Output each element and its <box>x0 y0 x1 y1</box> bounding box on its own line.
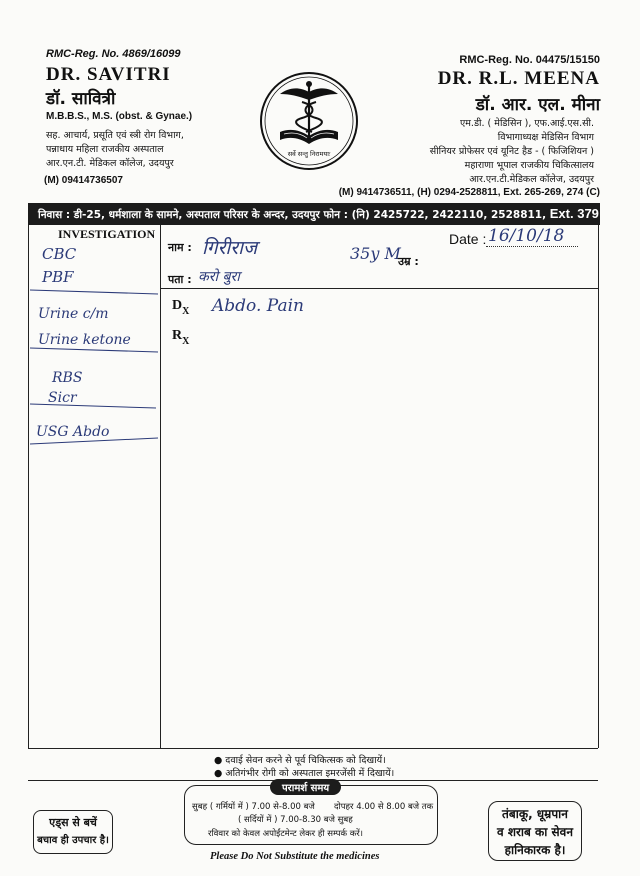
left-doctor-degree: M.B.B.S., M.S. (obst. & Gynae.) <box>46 111 193 122</box>
left-doctor-line: आर.एन.टी. मेडिकल कॉलेज, उदयपुर <box>46 158 174 169</box>
tobacco-line: व शराब का सेवन <box>496 825 573 839</box>
tobacco-line: तंबाकू, धूम्रपान <box>502 807 568 821</box>
right-doctor-line: आर.एन.टी.मेडिकल कॉलेज, उदयपुर <box>469 174 594 185</box>
dx-symbol <box>172 298 190 317</box>
investigation-entry: Urine ketone <box>38 332 131 348</box>
right-doctor-phone: (M) 9414736511, (H) 0294-2528811, Ext. 265-269, 274 (C) <box>338 187 600 198</box>
right-doctor-name: DR. R.L. MEENA <box>437 68 600 89</box>
dx-letter: D <box>172 298 183 313</box>
tobacco-line: हानिकारक है। <box>504 843 566 857</box>
rx-subscript: X <box>182 336 190 347</box>
patient-age-value: 35y M <box>350 244 401 263</box>
right-doctor-name-hindi: डॉ. आर. एल. मीना <box>475 95 600 115</box>
date-dotted-line <box>486 246 578 247</box>
patient-age-label: उम्र : <box>398 255 419 268</box>
residence-address-bar <box>28 203 600 225</box>
left-doctor-reg: RMC-Reg. No. 4869/16099 <box>46 48 181 60</box>
consult-line: ( सर्दियों में ) 7.00-8.30 बजे सुबह <box>238 815 353 825</box>
patient-name-value: गिरीराज <box>202 237 258 259</box>
footer-note: Please Do Not Substitute the medicines <box>210 851 380 862</box>
investigation-entry: Urine c/m <box>38 306 109 322</box>
address-text: निवास : डी-25, धर्मशाला के सामने, अस्पताल परिसर के अन्दर, उदयपुर फोन : (नि) 2425722, 2422110, 2528811, <box>38 209 547 221</box>
frame-right-border <box>598 225 599 748</box>
dx-subscript: X <box>182 306 190 317</box>
left-doctor-name: DR. SAVITRI <box>46 64 171 85</box>
right-doctor-reg: RMC-Reg. No. 04475/15150 <box>459 54 600 66</box>
investigation-entry: CBC <box>42 245 77 263</box>
aids-line: एड्स से बचें <box>49 816 97 829</box>
date-value: 16/10/18 <box>488 226 565 246</box>
investigation-entry: USG Abdo <box>36 424 110 440</box>
left-doctor-mobile: (M) 09414736507 <box>44 175 123 186</box>
left-doctor-line: सह. आचार्य, प्रसूति एवं स्त्री रोग विभाग, <box>46 130 184 141</box>
right-doctor-line: विभागाध्यक्ष मेडिसिन विभाग <box>497 132 594 143</box>
right-doctor-line: एम.डी. ( मेडिसिन ), एफ.आई.एस.सी. <box>460 118 594 129</box>
patient-info-divider <box>160 288 598 289</box>
diagnosis-value: Abdo. Pain <box>212 296 304 316</box>
date-label: Date : <box>449 231 487 247</box>
investigation-entry: Sicr <box>48 390 77 406</box>
consultation-time-title: परामर्श समय <box>270 779 341 795</box>
instruction-note: ● दवाई सेवन करने से पूर्व चिकित्सक को दिखायें। <box>214 755 386 766</box>
right-doctor-line: महाराणा भूपाल राजकीय चिकित्सालय <box>464 160 594 171</box>
investigation-entry: PBF <box>42 268 74 286</box>
tobacco-warning-box <box>488 801 582 861</box>
left-doctor-name-hindi: डॉ. सावित्री <box>46 89 116 109</box>
rx-letter: R <box>172 328 183 343</box>
aids-line: बचाव ही उपचार है। <box>37 835 109 846</box>
rx-symbol <box>172 328 190 347</box>
patient-address-value: करो बुरा <box>198 269 240 285</box>
patient-address-label: पता : <box>168 273 192 286</box>
address-ext: Ext. 379 <box>549 206 599 221</box>
patient-name-label: नाम : <box>168 241 192 254</box>
logo-motto: सर्वे सन्तु निरामयाः <box>287 150 331 158</box>
investigation-entry: RBS <box>52 370 83 386</box>
consult-line: सुबह ( गर्मियों में ) 7.00 से-8.00 बजे <box>192 802 315 812</box>
caduceus-logo-icon <box>258 70 360 172</box>
aids-awareness-box <box>33 810 113 854</box>
investigation-title: INVESTIGATION <box>58 227 156 241</box>
instruction-note: ● अतिगंभीर रोगी को अस्पताल इमरजेंसी में दिखायें। <box>214 768 395 779</box>
consult-line: रविवार को केवल अपोईंटमेन्ट लेकर ही सम्पर्क करें। <box>208 829 364 839</box>
left-doctor-line: पन्नाधाय महिला राजकीय अस्पताल <box>46 144 164 155</box>
right-doctor-line: सीनियर प्रोफेसर एवं यूनिट हैड - ( फिजिशियन ) <box>429 146 594 157</box>
frame-bottom-border <box>28 748 598 749</box>
consult-line: दोपहर 4.00 से 8.00 बजे तक <box>334 802 434 812</box>
